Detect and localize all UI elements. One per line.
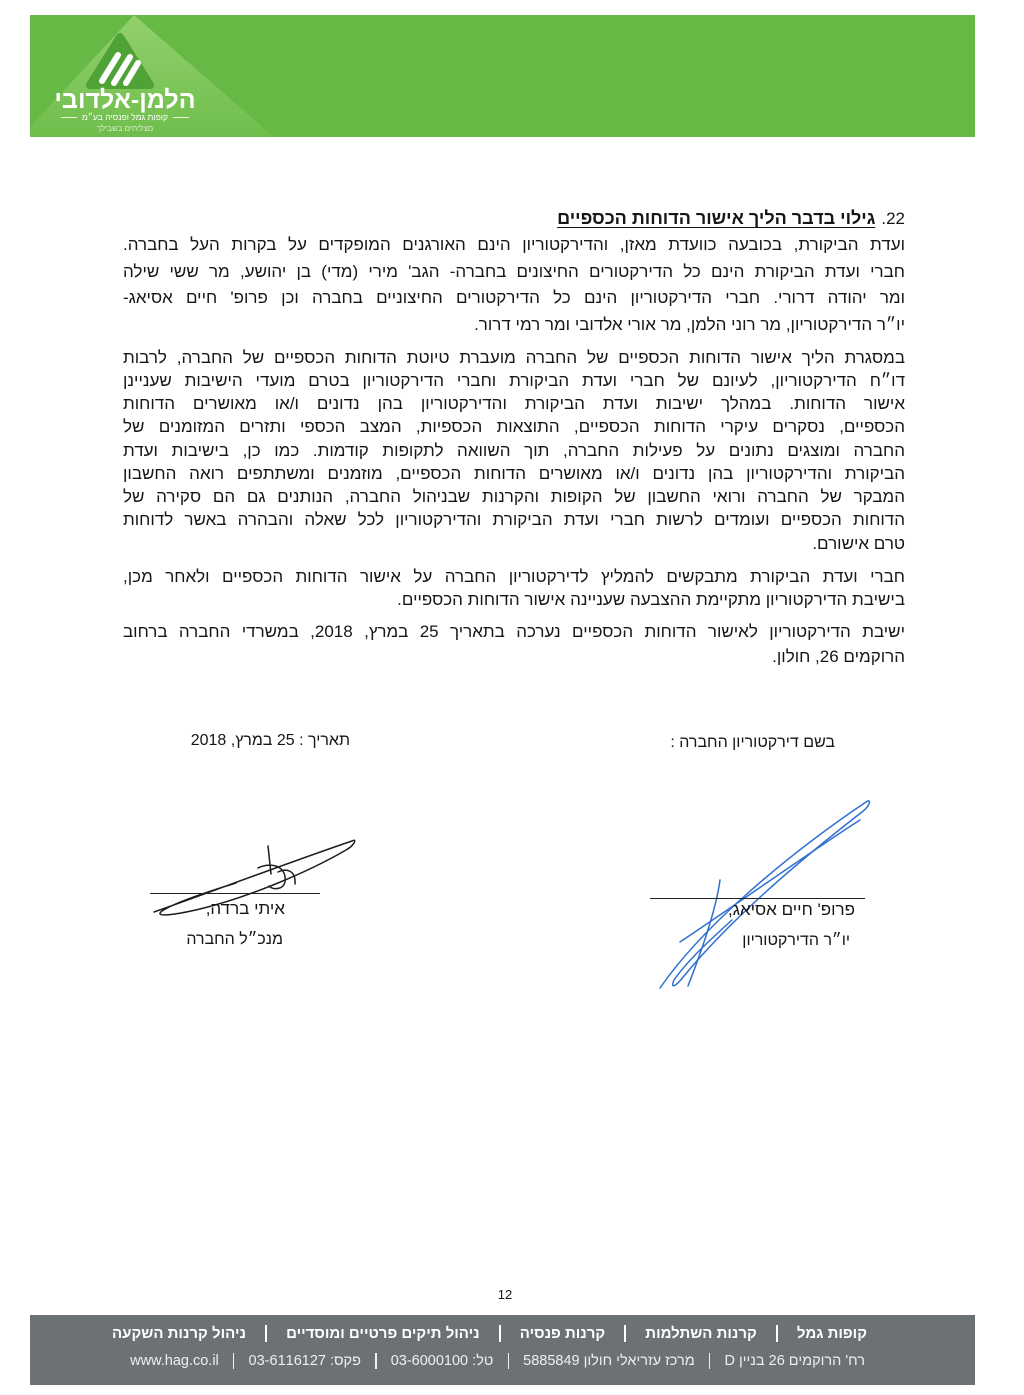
- footer-phone: טל: 03-6000100: [390, 1353, 494, 1369]
- header-band: [30, 15, 975, 137]
- footer-address: רח' הרוקמים 26 בניין D: [724, 1353, 865, 1369]
- section-heading: [557, 206, 905, 230]
- text-line: הכספיים, נסקרים עיקרי הדוחות הכספיים, התוצאות הכספיות, המצב הכספי ותזרים המזומנים של: [123, 417, 905, 437]
- chairman-signature-line: [650, 898, 865, 899]
- paragraph-approval-process: [123, 346, 905, 555]
- paragraph-recommendation: [123, 565, 905, 611]
- logo-tagline: מצליחים בשבילך: [96, 124, 154, 133]
- text-line: במסגרת הליך אישור הדוחות הכספיים של החברה מועברת טיוטת הדוחות הכספיים של החברה, לרבות: [123, 347, 905, 367]
- text-line: הרוקמים 26, חולון.: [772, 646, 905, 666]
- text-line: חברי ועדת הביקורת הינם כל הדירקטורים החיצונים בחברה- הגב' מירי (מדי) בן יהושע, מר ששי שילה: [123, 261, 905, 281]
- footer-separator: [499, 1325, 501, 1342]
- section-number: 22.: [881, 209, 905, 228]
- chairman-handwritten-signature: [640, 790, 880, 1000]
- text-line: החברה ומוצגים נתונים על פעילות החברה, תוך השוואה לתקופות קודמות. כמו כן, בישיבות ועדת: [123, 440, 905, 460]
- paragraph-meeting-date: [123, 619, 905, 669]
- footer-separator: [265, 1325, 267, 1342]
- text-line: אישור הדוחות. במהלך ישיבות ועדת הביקורת והדירקטוריון בהן נדונים ו/או מאושרים הדוחות: [123, 394, 905, 413]
- footer-website: www.hag.co.il: [130, 1353, 219, 1369]
- text-line: המבקר של החברה ורואי החשבון של הקופות והקרנות שבניהול החברה, הנותנים גם הם סקירה של: [123, 487, 905, 506]
- text-line: הביקורת והדירקטוריון בהן נדונים ו/או מאושרים הדוחות הכספיים, מוזמנים ומשתתפים רואה החשבון: [123, 463, 905, 483]
- logo-name: הלמן-אלדובי: [54, 86, 196, 114]
- date-label: תאריך : 25 במרץ, 2018: [190, 732, 350, 749]
- chairman-title: יו״ר הדירקטוריון: [742, 932, 850, 949]
- text-line: בישיבת הדירקטוריון מתקיימת ההצבעה שעניינה אישור הדוחות הכספיים.: [397, 589, 905, 609]
- ceo-name: איתי ברדה,: [205, 899, 285, 918]
- section-title: גילוי בדבר הליך אישור הדוחות הכספיים: [557, 208, 876, 228]
- footer-separator: [709, 1353, 711, 1369]
- footer-service-item: ניהול תיקים פרטיים ומוסדיים: [286, 1324, 480, 1342]
- chairman-name: פרופ' חיים אסיאג,: [728, 900, 855, 919]
- stripes-triangle-icon: [30, 15, 210, 95]
- on-behalf-label: בשם דירקטוריון החברה :: [670, 734, 835, 751]
- footer-service-item: קרנות פנסיה: [519, 1324, 606, 1342]
- text-line: דו״ח הדירקטוריון, לעיונם של חברי ועדת הביקורת וחברי הדירקטוריון בטרם מועדי הישיבות שעניינן: [123, 370, 905, 390]
- footer-band: [30, 1315, 975, 1385]
- footer-separator: [233, 1353, 235, 1369]
- page-number: 12: [497, 1287, 513, 1302]
- footer-service-item: קופות גמל: [796, 1324, 867, 1342]
- footer-city: מרכז עזריאלי חולון 5885849: [523, 1353, 695, 1369]
- footer-services: [112, 1322, 867, 1344]
- footer-separator: [508, 1353, 510, 1369]
- text-line: ומר יהודה דרורי. חברי הדירקטוריון הינם כל הדירקטורים החיצוניים בחברה וכן פרופ' חיים אסיאג-: [123, 288, 905, 307]
- ceo-signature-line: [150, 893, 320, 894]
- text-line: הדוחות הכספיים ועומדים לרשות חברי ועדת הביקורת והדירקטוריון לכל שאלה והבהרה באשר לדוחות: [123, 510, 905, 530]
- logo-subtitle-row: [45, 112, 205, 123]
- footer-fax: פקס: 03-6116127: [248, 1353, 361, 1369]
- paragraph-audit-committee: [123, 232, 905, 338]
- logo-subtitle: קופות גמל ופנסיה בע״מ: [82, 112, 168, 122]
- footer-separator: [375, 1353, 377, 1369]
- text-line: חברי ועדת הביקורת מתבקשים להמליץ לדירקטוריון החברה על אישור הדוחות הכספיים ולאחר מכן,: [123, 566, 905, 586]
- logo-dash: [173, 117, 189, 118]
- logo-dash: [61, 117, 77, 118]
- text-line: ועדת הביקורת, בכובעה כוועדת מאזן, והדירקטוריון הינם האורגנים המופקדים על בקרות העל בחברה.: [123, 235, 905, 254]
- footer-service-item: ניהול קרנות השקעה: [112, 1324, 246, 1342]
- ceo-title: מנכ״ל החברה: [186, 931, 283, 948]
- text-line: ישיבת הדירקטוריון לאישור הדוחות הכספיים נערכה בתאריך 25 במרץ, 2018, במשרדי החברה ברחוב: [123, 621, 906, 641]
- footer-service-item: קרנות השתלמות: [645, 1324, 757, 1342]
- footer-separator: [776, 1325, 778, 1342]
- footer-separator: [624, 1325, 626, 1342]
- footer-contact: [130, 1350, 865, 1372]
- text-line: טרם אישורם.: [812, 533, 905, 553]
- text-line: יו״ר הדירקטוריון, מר רוני הלמן, מר אורי אלדובי ומר רמי דרור.: [474, 314, 905, 334]
